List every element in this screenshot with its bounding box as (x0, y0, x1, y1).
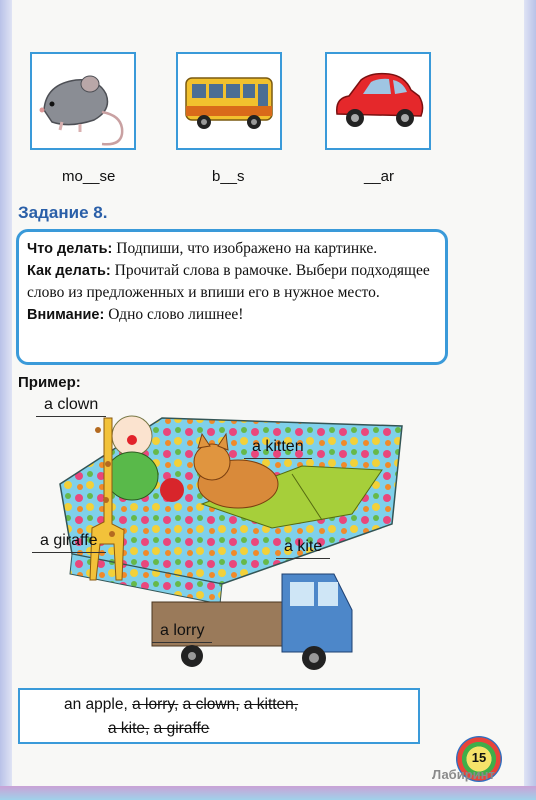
word-car: __ar (364, 168, 395, 185)
attention-text: Одно слово лишнее! (108, 306, 244, 323)
task-title: Задание 8. (18, 203, 108, 222)
bank-word-clown: a clown, (182, 696, 240, 713)
instruction-what (27, 238, 437, 260)
picture-car (325, 52, 431, 150)
how-label: Как делать: (27, 263, 111, 279)
car-icon (327, 54, 429, 148)
how-text: Прочитай слова в рамочке. Выбери подходящее слово из предложенных и впиши его в нужное место. (27, 262, 430, 301)
bottom-border (0, 786, 536, 800)
example-label: Пример: (18, 374, 81, 391)
what-text: Подпиши, что изображено на картинке. (116, 240, 378, 257)
bank-word-lorry: a lorry, (132, 696, 179, 713)
label-clown: a clown (36, 396, 106, 417)
attention-label: Внимание: (27, 307, 105, 323)
word-mouse: mo__se (62, 168, 116, 185)
bank-word-kite: a kite, (108, 720, 150, 737)
right-border (524, 0, 536, 800)
left-border (0, 0, 12, 800)
word-bank-line-1 (64, 693, 418, 717)
workbook-page (12, 0, 524, 800)
instruction-how (27, 260, 437, 304)
word-bank (18, 688, 420, 744)
page-number: 15 (471, 750, 487, 765)
label-kite: a kite (276, 538, 330, 559)
label-lorry: a lorry (152, 622, 212, 643)
label-giraffe: a giraffe (32, 532, 106, 553)
label-kitten: a kitten (244, 438, 312, 459)
instruction-attention (27, 304, 437, 326)
example-illustration (52, 404, 412, 679)
word-bus: b__s (212, 168, 245, 185)
bank-word-giraffe: a giraffe (153, 720, 210, 737)
watermark: Лабиринт (432, 767, 495, 782)
picture-mouse (30, 52, 136, 150)
bank-word-apple: an apple, (64, 696, 128, 713)
mouse-icon (32, 54, 134, 148)
bus-icon (178, 54, 280, 148)
word-bank-line-2 (64, 717, 418, 741)
picture-bus (176, 52, 282, 150)
bank-word-kitten: a kitten, (243, 696, 299, 713)
what-label: Что делать: (27, 241, 113, 257)
instruction-box (16, 229, 448, 365)
